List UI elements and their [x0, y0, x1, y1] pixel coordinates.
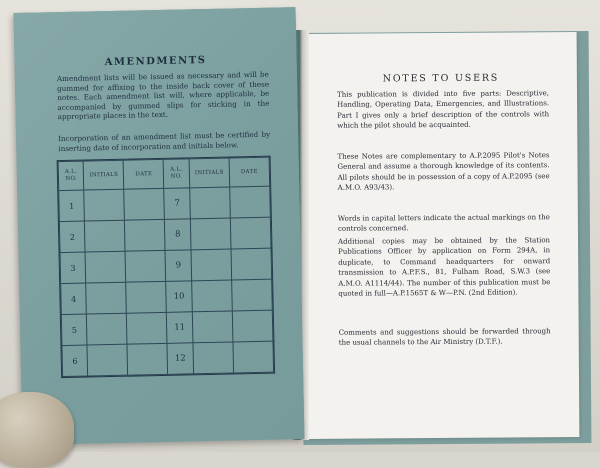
col-header: INITIALS [83, 160, 124, 190]
amendment-record-table [57, 156, 276, 378]
al-number: 1 [59, 190, 85, 222]
table-row [60, 248, 272, 283]
amendments-paragraph: Incorporation of an amendment list must be certified by inserting date of incorporation and initials below. [58, 129, 271, 153]
notes-paragraph: Additional copies may be obtained by the Station Publications Officer by application on Form 294A, in duplicate, to Command headquarters for onward transmission to A.P.F.S., 81, Fulham Road, S.W.3 (see A.M.O. A1114/44). The number of this publication must be quoted in full—A.P.1565T & W—P.N. (2nd Edition). [338, 236, 551, 298]
al-number: 6 [62, 345, 88, 377]
col-header: A.L. NO. [58, 161, 84, 191]
table-row [61, 279, 273, 314]
table-row [61, 310, 273, 345]
al-number: 12 [167, 343, 193, 375]
table-header-row [58, 157, 270, 190]
pebble-paperweight [0, 392, 74, 468]
col-header: A.L. NO. [164, 159, 190, 189]
amendments-title: AMENDMENTS [104, 54, 207, 69]
notes-paragraph: These Notes are complementary to A.P.2095 Pilot's Notes General and assume a thorough knowledge of its contents. All pilots should be in possession of a copy of A.P.2095 (see A.M.O. A93/43). [337, 151, 550, 192]
notes-paragraph: Comments and suggestions should be forwarded through the usual channels to the Air Ministry (D.T.F.). [338, 327, 551, 348]
table-row [59, 186, 271, 221]
al-number: 3 [60, 252, 86, 284]
al-number: 4 [61, 283, 87, 315]
amendments-paragraph: Amendment lists will be issued as necessary and will be gummed for affixing to the inside back cover of these notes. Each amendment list will, where applicable, be accompanied by gummed slips for sticking in the appropriate places in the text. [56, 69, 270, 122]
right-page [305, 32, 580, 439]
notes-paragraph: Words in capital letters indicate the actual markings on the controls concerned. [337, 213, 550, 234]
al-number: 7 [164, 188, 190, 220]
al-number: 8 [165, 219, 191, 251]
al-number: 5 [61, 314, 87, 346]
al-number: 2 [59, 221, 85, 253]
notes-paragraph: This publication is divided into five parts: Descriptive, Handling, Operating Data, Emergencies, and Illustrations. Part I gives only a brief description of the controls with which the pilot should be acquainted. [336, 89, 550, 130]
al-number: 11 [167, 312, 193, 344]
table-row [59, 217, 271, 252]
left-page [14, 7, 305, 445]
al-number: 10 [166, 281, 192, 313]
col-header: DATE [124, 159, 165, 189]
al-number: 9 [165, 250, 191, 282]
col-header: INITIALS [189, 158, 230, 188]
notes-title: NOTES TO USERS [382, 72, 500, 85]
col-header: DATE [229, 157, 270, 187]
table-row [62, 341, 274, 376]
